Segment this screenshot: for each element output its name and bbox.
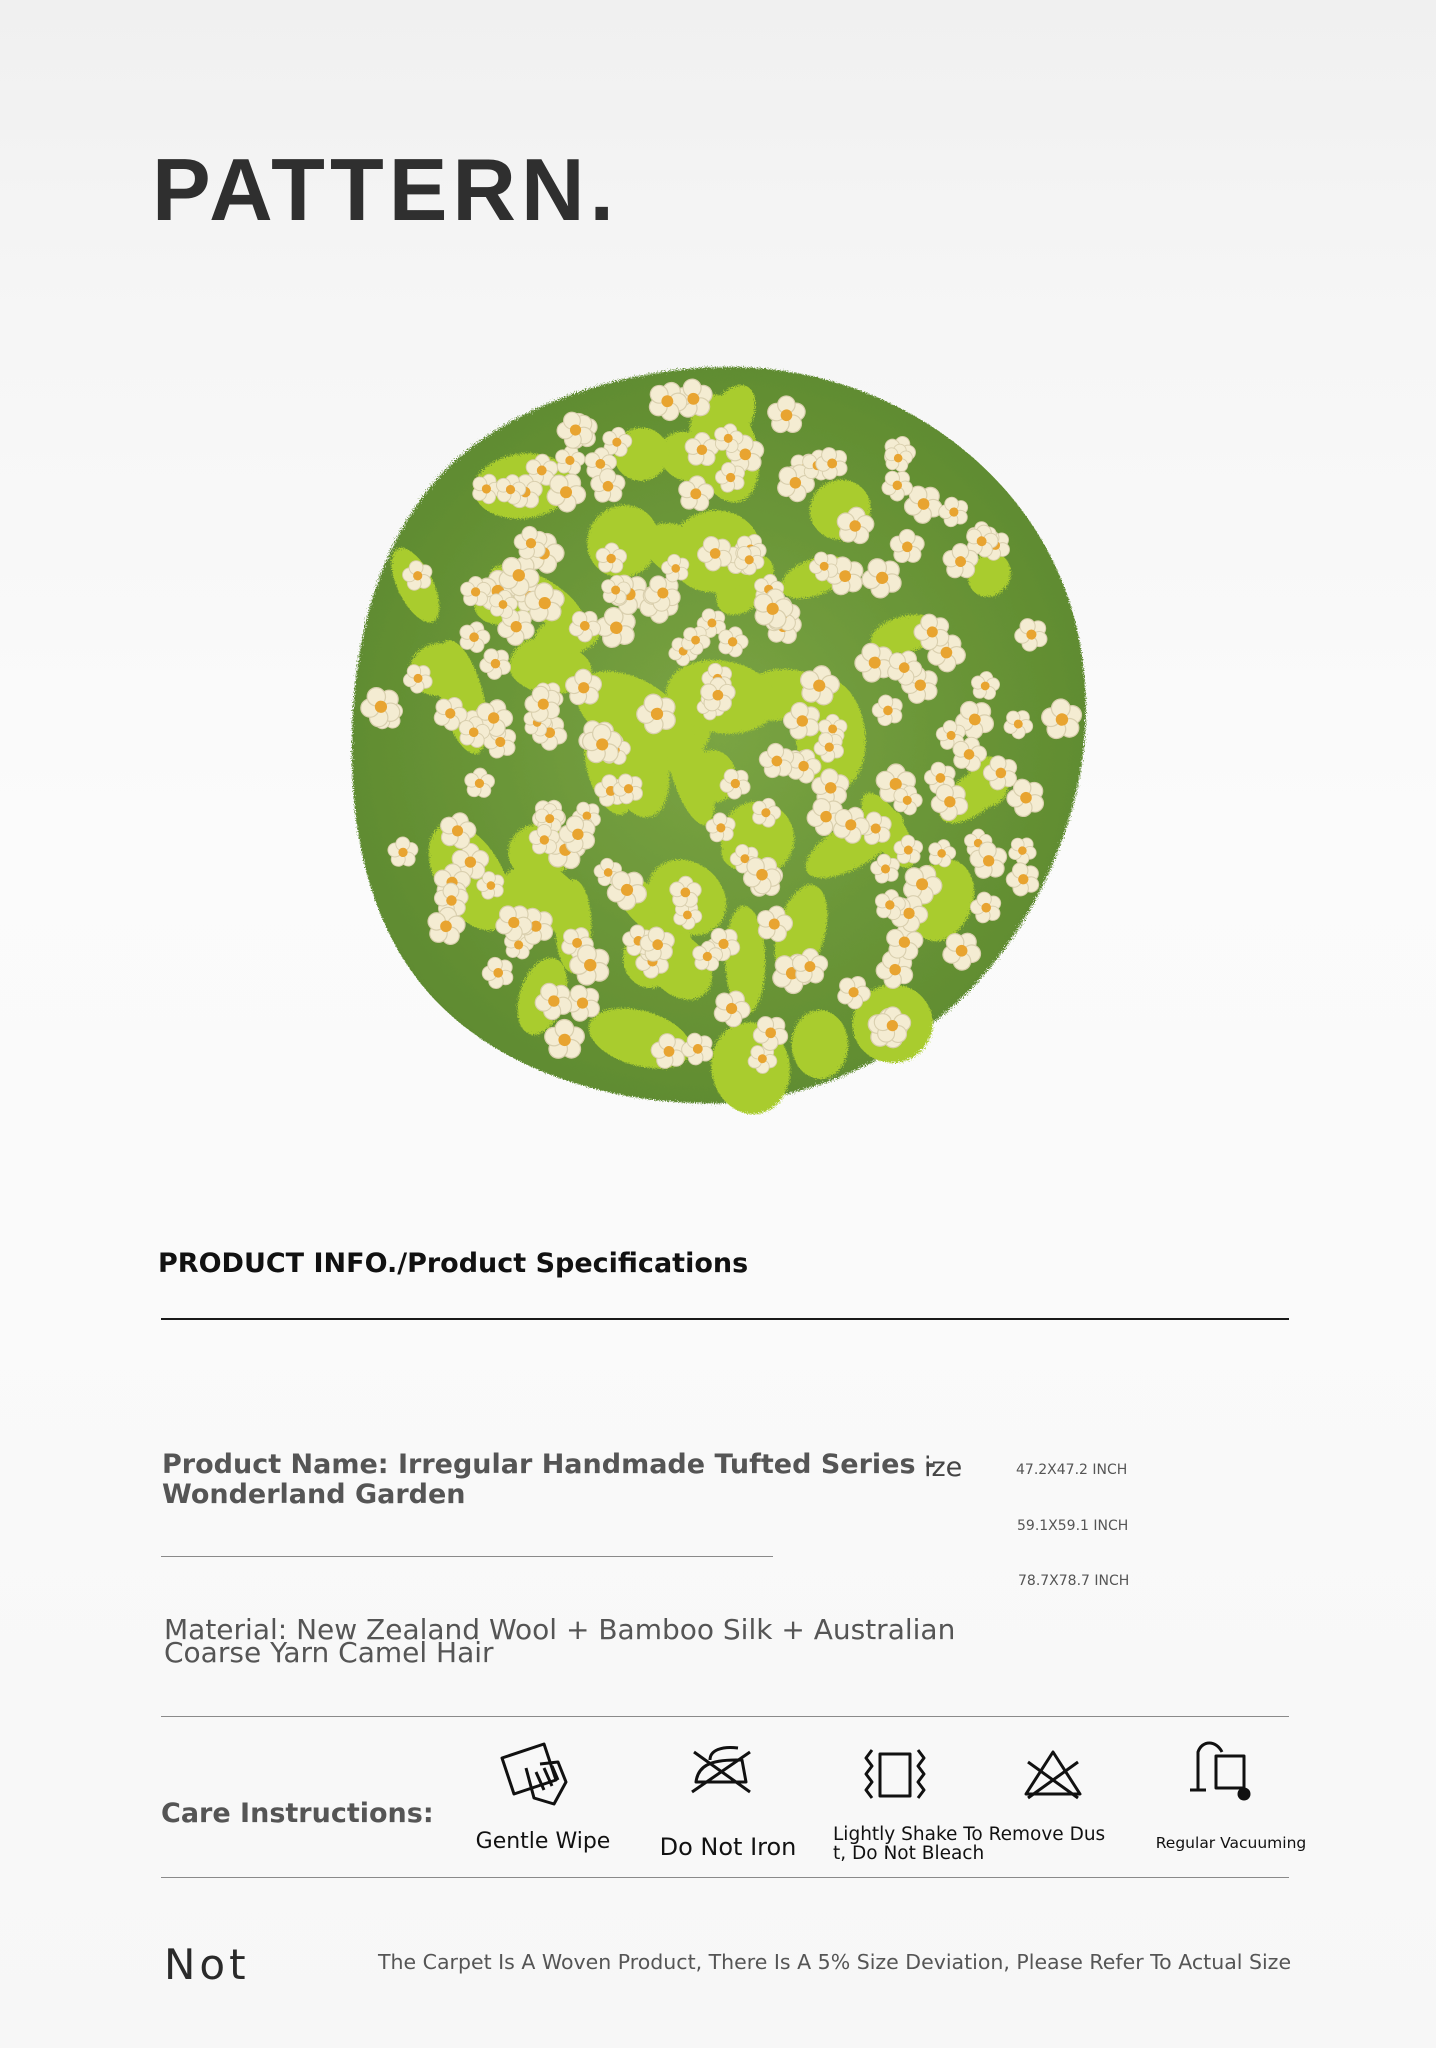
product-name: Product Name: Irregular Handmade Tufted Series - Wonderland Garden (162, 1449, 937, 1510)
material-text: Material: New Zealand Wool + Bamboo Silk + Australian Coarse Yarn Camel Hair (164, 1613, 956, 1669)
divider-care (161, 1877, 1289, 1878)
gentle-wipe-icon (496, 1738, 578, 1810)
vacuum-icon (1182, 1734, 1264, 1806)
divider-product-name (161, 1556, 773, 1557)
size-label: ize (924, 1452, 963, 1483)
do-not-bleach-icon (1012, 1738, 1094, 1810)
care-label-do-not-iron: Do Not Iron (659, 1833, 797, 1861)
divider-material (161, 1716, 1289, 1717)
care-label-shake-bleach: Lightly Shake To Remove Dust, Do Not Bleach (833, 1824, 1106, 1864)
size-option: 78.7X78.7 INCH (1018, 1573, 1130, 1589)
shake-dust-icon (854, 1742, 936, 1814)
rug-product-image (340, 355, 1100, 1115)
section-heading: PRODUCT INFO./Product Specifications (158, 1248, 749, 1279)
divider-top (161, 1318, 1289, 1320)
note-label: Not (164, 1940, 250, 1989)
size-option: 47.2X47.2 INCH (1016, 1462, 1128, 1478)
care-label-gentle-wipe: Gentle Wipe (475, 1829, 611, 1854)
note-text: The Carpet Is A Woven Product, There Is A 5% Size Deviation, Please Refer To Actual Size (378, 1950, 1292, 1974)
care-instructions-label: Care Instructions: (161, 1798, 434, 1829)
do-not-iron-icon (680, 1736, 762, 1808)
size-option: 59.1X59.1 INCH (1017, 1518, 1129, 1534)
care-label-vacuum: Regular Vacuuming (1155, 1834, 1307, 1852)
page-title: PATTERN. (152, 140, 619, 239)
